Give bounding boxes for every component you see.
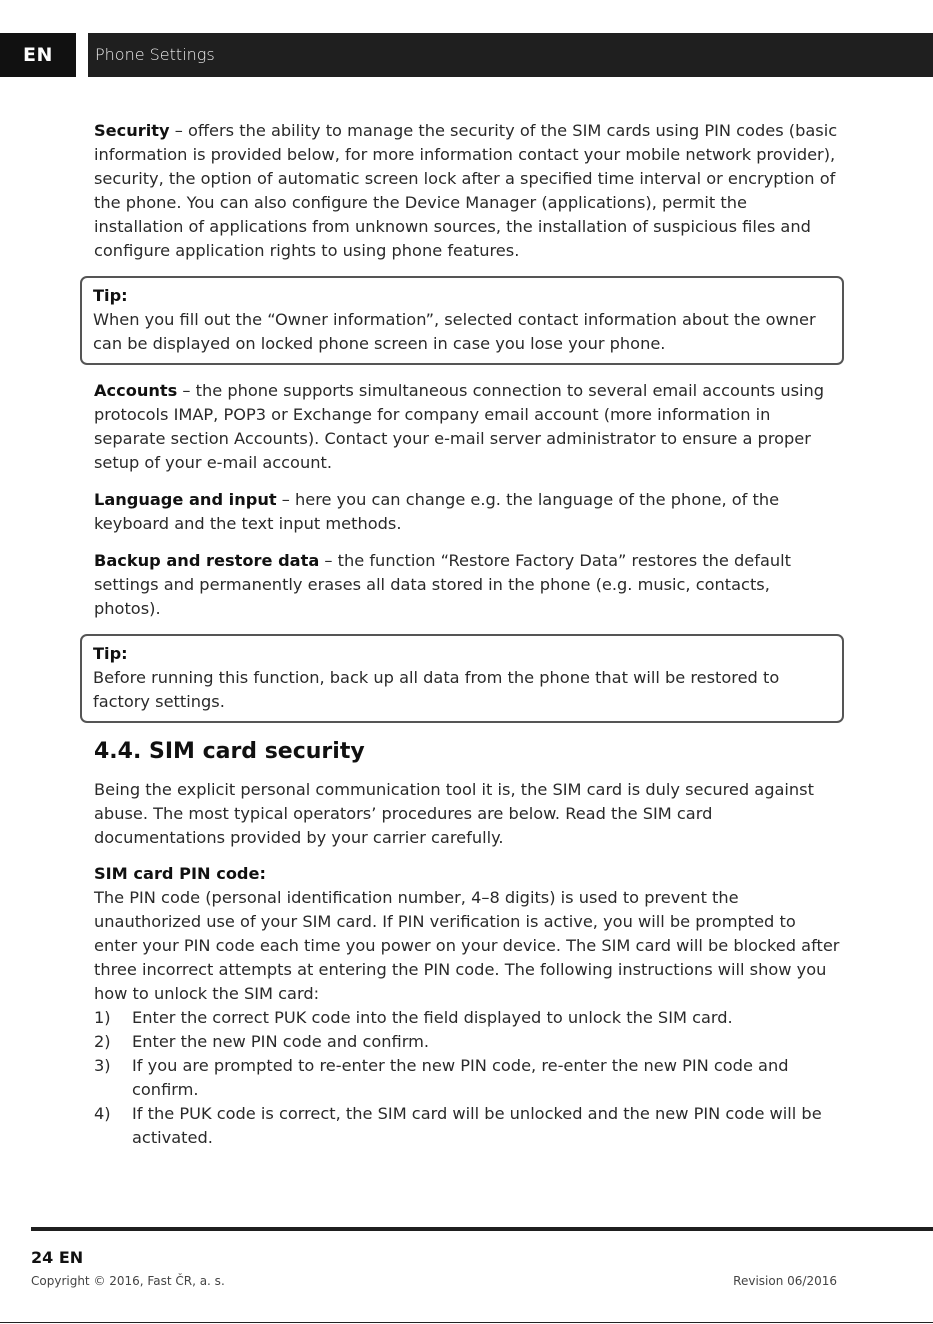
step-text: If the PUK code is correct, the SIM card will be unlocked and the new PIN code will be activated. (132, 1104, 822, 1147)
section-heading: 4.4. SIM card security (94, 739, 365, 764)
accounts-term: Accounts (94, 381, 178, 400)
page-header (0, 33, 933, 77)
step-number: 4) (94, 1104, 111, 1123)
language-paragraph (94, 488, 840, 536)
page-bottom-line (0, 1322, 933, 1323)
list-item (94, 1102, 840, 1150)
security-text: – offers the ability to manage the security of the SIM cards using PIN codes (basic information is provided below, for more information contact your mobile network provider), security, the option of automatic screen lock after a specified time interval or encryption of the phone. You can also configure the Device Manager (applications), permit the installation of applications from unknown sources, the installation of suspicious files and configure application rights to using phone features. (94, 121, 838, 260)
tip-label: Tip: (93, 286, 128, 305)
security-term: Security (94, 121, 170, 140)
step-text: If you are prompted to re-enter the new PIN code, re-enter the new PIN code and confirm. (132, 1056, 789, 1099)
backup-text: – the function “Restore Factory Data” restores the default settings and permanently erases all data stored in the phone (e.g. music, contacts, photos). (94, 551, 791, 618)
backup-paragraph (94, 549, 840, 621)
accounts-text: – the phone supports simultaneous connection to several email accounts using protocols IMAP, POP3 or Exchange for company email account (more information in separate section Accounts). Contact your e-mail server administrator to ensure a proper setup of your e-mail account. (94, 381, 825, 472)
list-item (94, 1054, 840, 1102)
backup-term: Backup and restore data (94, 551, 320, 570)
security-paragraph (94, 119, 840, 263)
list-item (94, 1030, 840, 1054)
list-item (94, 1006, 840, 1030)
step-text: Enter the correct PUK code into the field displayed to unlock the SIM card. (132, 1008, 733, 1027)
step-number: 1) (94, 1008, 111, 1027)
language-term: Language and input (94, 490, 277, 509)
tip-label: Tip: (93, 644, 128, 663)
step-text: Enter the new PIN code and confirm. (132, 1032, 430, 1051)
language-text: – here you can change e.g. the language of the phone, of the keyboard and the text input methods. (94, 490, 780, 533)
tip-box-backup (80, 634, 844, 723)
tip-text: When you fill out the “Owner information”, selected contact information about the owner can be displayed on locked phone screen in case you lose your phone. (93, 310, 816, 353)
main-content (94, 119, 840, 1150)
step-number: 3) (94, 1056, 111, 1075)
section-intro: Being the explicit personal communication tool it is, the SIM card is duly secured against abuse. The most typical operators’ procedures are below. Read the SIM card documentations provided by your carrier carefully. (94, 780, 814, 847)
page-number: 24 EN (31, 1248, 84, 1267)
language-badge: EN (0, 33, 76, 77)
pin-paragraph: The PIN code (personal identification number, 4–8 digits) is used to prevent the unauthorized use of your SIM card. If PIN verification is active, you will be prompted to enter your PIN code each time you power on your device. The SIM card will be blocked after three incorrect attempts at entering the PIN code. The following instructions will show you how to unlock the SIM card: (94, 888, 840, 1003)
revision-label: Revision 06/2016 (733, 1274, 837, 1288)
footer-divider (31, 1227, 933, 1231)
copyright-notice: Copyright © 2016, Fast ČR, a. s. (31, 1274, 225, 1288)
tip-text: Before running this function, back up all data from the phone that will be restored to factory settings. (93, 668, 780, 711)
header-section-title: Phone Settings (95, 45, 215, 64)
tip-box-owner-info (80, 276, 844, 365)
unlock-steps-list (94, 1006, 840, 1150)
header-separator (76, 33, 88, 77)
pin-subheading: SIM card PIN code: (94, 864, 266, 883)
step-number: 2) (94, 1032, 111, 1051)
accounts-paragraph (94, 379, 840, 475)
